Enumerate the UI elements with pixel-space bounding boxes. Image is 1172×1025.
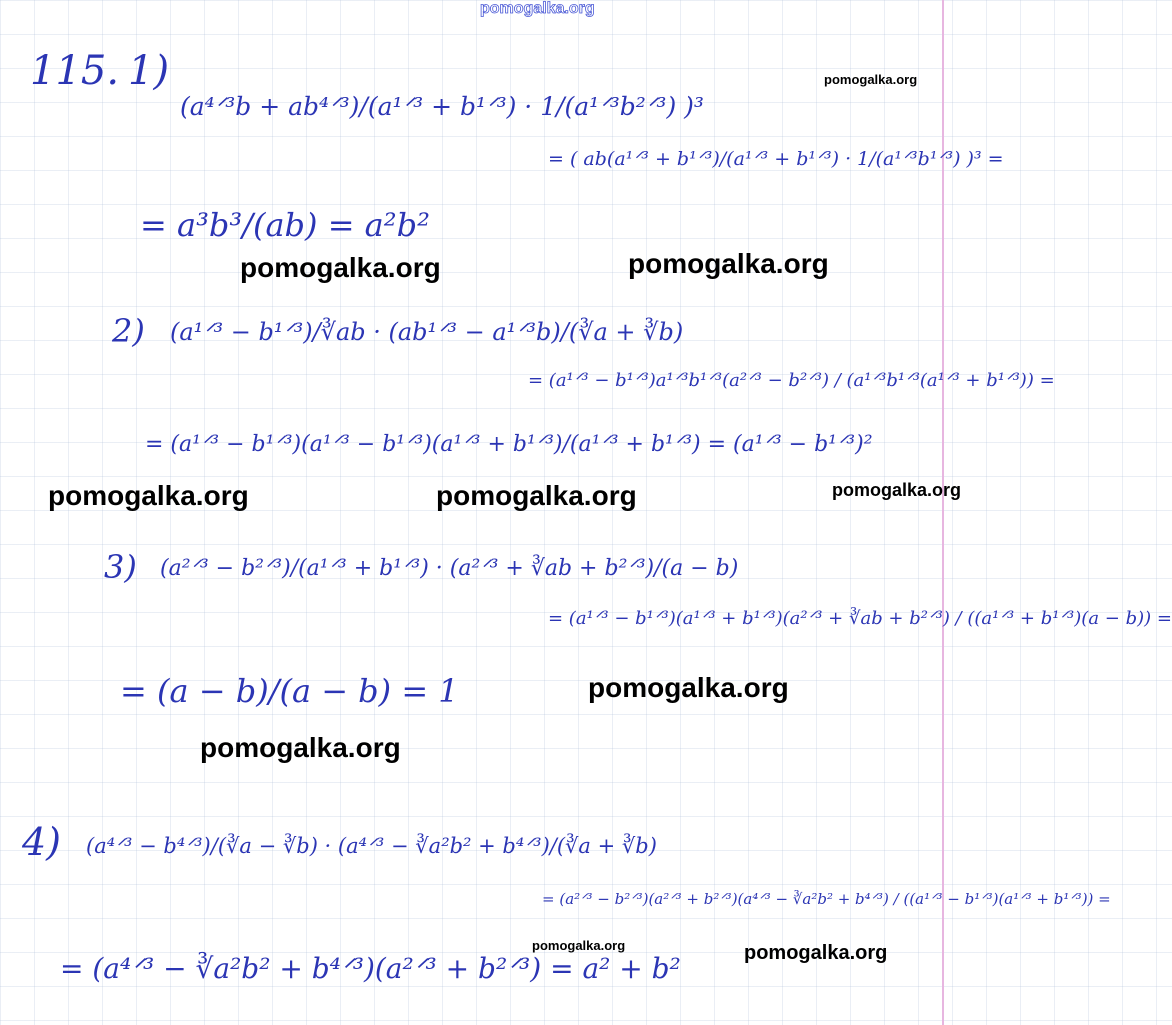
part3-label: 3) bbox=[104, 548, 137, 586]
watermark: pomogalka.org bbox=[200, 732, 401, 763]
part4-line1-left: (a⁴ᐟ³ − b⁴ᐟ³)/(∛a − ∛b) · (a⁴ᐟ³ − ∛a²b² + b⁴ᐟ³)/(∛a + ∛b) bbox=[86, 834, 657, 858]
part1-line1-left: (a⁴ᐟ³b + ab⁴ᐟ³)/(a¹ᐟ³ + b¹ᐟ³) · 1/(a¹ᐟ³b²ᐟ³) )³ bbox=[180, 92, 704, 121]
watermark-medium: pomogalka.org bbox=[744, 942, 888, 964]
part2-line1-left: (a¹ᐟ³ − b¹ᐟ³)/∛ab · (ab¹ᐟ³ − a¹ᐟ³b)/(∛a + ∛b) bbox=[170, 318, 684, 346]
watermark: pomogalka.org bbox=[240, 252, 441, 283]
watermark-small: pomogalka.org bbox=[532, 938, 626, 953]
part4-label: 4) bbox=[22, 820, 62, 864]
part4-line1-right: = (a²ᐟ³ − b²ᐟ³)(a²ᐟ³ + b²ᐟ³)(a⁴ᐟ³ − ∛a²b² + b⁴ᐟ³) / ((a¹ᐟ³ − b¹ᐟ³)(a¹ᐟ³ + b¹ᐟ³)) = bbox=[542, 890, 1111, 908]
watermark: pomogalka.org bbox=[436, 480, 637, 511]
part3-line1-left: (a²ᐟ³ − b²ᐟ³)/(a¹ᐟ³ + b¹ᐟ³) · (a²ᐟ³ + ∛ab + b²ᐟ³)/(a − b) bbox=[160, 556, 739, 581]
watermark: pomogalka.org bbox=[588, 672, 789, 703]
part3-line1-right: = (a¹ᐟ³ − b¹ᐟ³)(a¹ᐟ³ + b¹ᐟ³)(a²ᐟ³ + ∛ab + b²ᐟ³) / ((a¹ᐟ³ + b¹ᐟ³)(a − b)) = bbox=[548, 608, 1172, 629]
part4-line2: = (a⁴ᐟ³ − ∛a²b² + b⁴ᐟ³)(a²ᐟ³ + b²ᐟ³) = a² + b² bbox=[60, 952, 681, 985]
part3-line2: = (a − b)/(a − b) = 1 bbox=[120, 672, 459, 710]
part1-line2: = a³b³/(ab) = a²b² bbox=[140, 206, 430, 244]
header-watermark: pomogalka.org bbox=[480, 0, 595, 17]
part1-line1-right: = ( ab(a¹ᐟ³ + b¹ᐟ³)/(a¹ᐟ³ + b¹ᐟ³) · 1/(a¹ᐟ³b¹ᐟ³) )³ = bbox=[548, 148, 1004, 170]
part2-label: 2) bbox=[112, 312, 145, 350]
watermark-medium: pomogalka.org bbox=[832, 480, 962, 500]
part1-label: 1) bbox=[128, 48, 170, 94]
part2-line2: = (a¹ᐟ³ − b¹ᐟ³)(a¹ᐟ³ − b¹ᐟ³)(a¹ᐟ³ + b¹ᐟ³)/(a¹ᐟ³ + b¹ᐟ³) = (a¹ᐟ³ − b¹ᐟ³)² bbox=[145, 432, 873, 457]
part2-line1-right: = (a¹ᐟ³ − b¹ᐟ³)a¹ᐟ³b¹ᐟ³(a²ᐟ³ − b²ᐟ³) / (a¹ᐟ³b¹ᐟ³(a¹ᐟ³ + b¹ᐟ³)) = bbox=[528, 370, 1055, 391]
watermark-small: pomogalka.org bbox=[824, 72, 918, 87]
problem-number: 115. bbox=[30, 48, 120, 94]
watermark: pomogalka.org bbox=[628, 248, 829, 279]
watermark: pomogalka.org bbox=[48, 480, 249, 511]
